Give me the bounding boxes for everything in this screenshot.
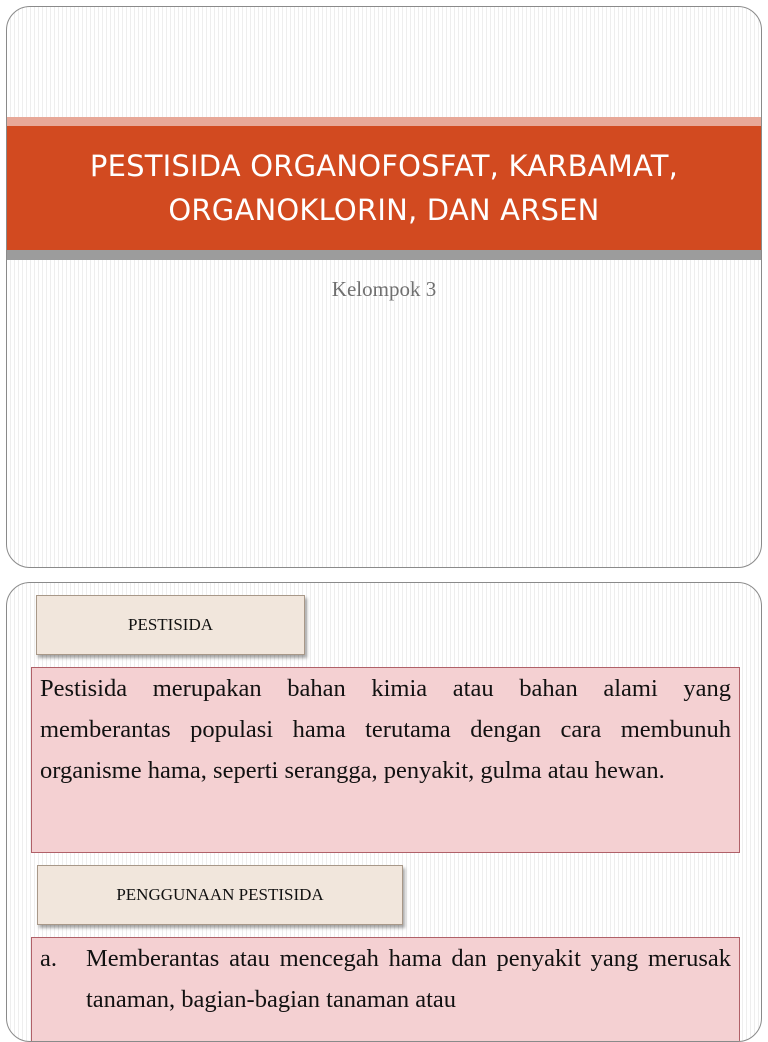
slide-title xyxy=(90,144,678,232)
title-band-accent-bottom xyxy=(7,250,761,260)
heading-pestisida-text: PESTISIDA xyxy=(127,615,213,634)
heading-pestisida xyxy=(36,595,305,655)
list-item xyxy=(40,938,731,1020)
definition-text: Pestisida merupakan bahan kimia atau bahan alami yang memberantas populasi hama terutama dengan cara membunuh organisme hama, seperti serangga, penyakit, gulma atau hewan. xyxy=(40,675,731,784)
heading-penggunaan-text: PENGGUNAAN PESTISIDA xyxy=(116,885,324,904)
content-slide xyxy=(6,582,762,1042)
uses-box xyxy=(31,937,740,1042)
slide-title-line-2: ORGANOKLORIN, DAN ARSEN xyxy=(168,193,600,227)
list-marker: a. xyxy=(40,945,57,972)
heading-penggunaan xyxy=(37,865,403,925)
title-band xyxy=(7,126,761,250)
title-slide xyxy=(6,6,762,568)
slide-title-line-1: PESTISIDA ORGANOFOSFAT, KARBAMAT, xyxy=(89,149,679,183)
definition-box xyxy=(31,667,740,853)
list-item-text: Memberantas atau mencegah hama dan penyakit yang merusak tanaman, bagian-bagian tanaman atau xyxy=(86,945,731,1013)
slide-subtitle: Kelompok 3 xyxy=(331,277,437,301)
title-band-accent-top xyxy=(7,117,761,126)
